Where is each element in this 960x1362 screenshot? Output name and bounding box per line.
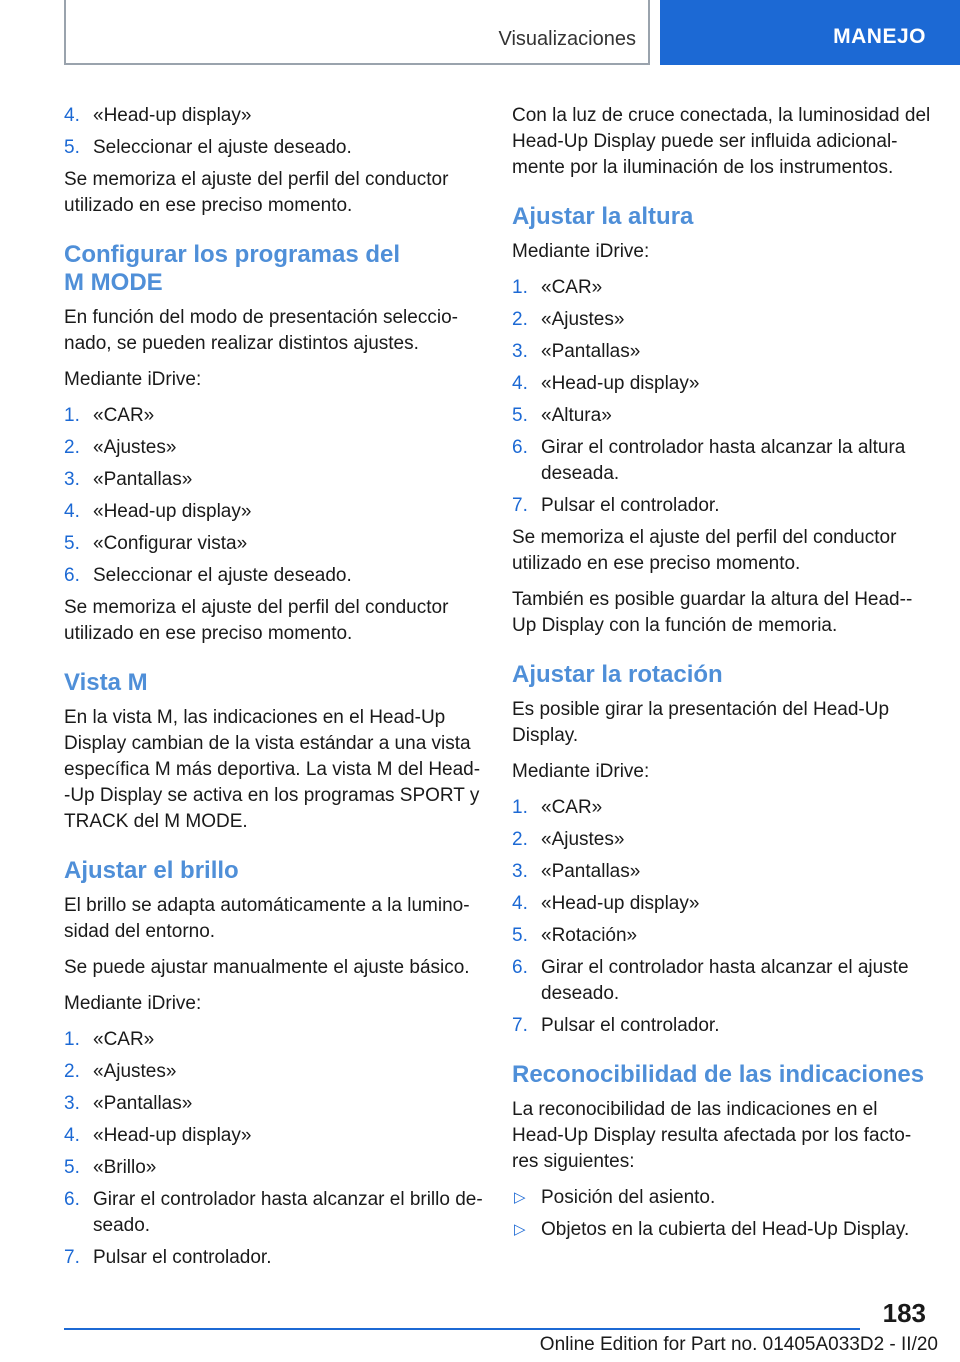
step-number: 3. [64,469,80,490]
step-text: «Brillo» [93,1157,157,1178]
header-chapter-tab[interactable] [660,0,960,65]
step-text: Girar el controlador hasta alcanzar el brillo de-seado. [93,1189,483,1236]
header-rule-left [64,0,66,64]
step-text: Girar el controlador hasta alcanzar el ajuste deseado. [541,957,909,1004]
step-number: 1. [64,405,80,426]
paragraph: En función del modo de presentación seleccio-nado, se pueden realizar distintos ajustes. [64,307,458,354]
step-number: 2. [64,437,80,458]
paragraph: En la vista M, las indicaciones en el Head-Up Display cambian de la vista estándar a una vista específica M más deportiva. La vista M del Head--Up Display se activa en los programas SPORT y TRACK del M MODE. [64,707,481,832]
step-number: 6. [512,957,528,978]
list-item [512,435,932,487]
list-item [64,467,484,493]
step-number: 2. [512,829,528,850]
list-item [512,403,932,429]
footer-edition: Online Edition for Part no. 01405A033D2 - II/20 [539,1334,938,1355]
step-text: Seleccionar el ajuste deseado. [93,137,352,158]
step-text: «CAR» [541,797,603,818]
step-text: «Ajustes» [541,829,625,850]
paragraph: Se memoriza el ajuste del perfil del conductor utilizado en ese preciso momento. [64,597,449,644]
list-item [64,499,484,525]
list-item [64,1155,484,1181]
step-number: 7. [512,1015,528,1036]
paragraph: Mediante iDrive: [64,369,202,390]
triangle-bullet-icon: ▷ [514,1221,526,1238]
header-section-title: Visualizaciones [498,28,636,50]
step-number: 5. [64,533,80,554]
step-number: 4. [512,373,528,394]
step-text: «Ajustes» [541,309,625,330]
step-text: Girar el controlador hasta alcanzar la altura deseada. [541,437,906,484]
step-number: 6. [64,565,80,586]
step-number: 5. [64,1157,80,1178]
list-item [512,1185,932,1211]
step-number: 5. [64,137,80,158]
step-number: 1. [64,1029,80,1050]
step-text: «Pantallas» [541,861,641,882]
step-number: 6. [512,437,528,458]
brillo-steps-list [64,1027,484,1271]
step-number: 6. [64,1189,80,1210]
header-rule-right [648,0,650,64]
step-text: «CAR» [93,1029,155,1050]
step-number: 5. [512,405,528,426]
list-item [64,403,484,429]
step-text: «Ajustes» [93,437,177,458]
step-number: 2. [512,309,528,330]
header-rule-bottom [64,63,650,65]
list-item [64,563,484,589]
step-number: 4. [64,501,80,522]
heading-programs-line1: Configurar los programas del [64,241,401,268]
page-number: 183 [882,1298,926,1328]
step-text: «Configurar vista» [93,533,248,554]
list-item [512,955,932,1007]
step-number: 7. [64,1247,80,1268]
paragraph: El brillo se adapta automáticamente a la lumino-sidad del entorno. [64,895,470,942]
step-text: «Head-up display» [541,893,700,914]
paragraph: Con la luz de cruce conectada, la luminosidad del Head-Up Display puede ser influida adicional-mente por la iluminación de los instrumentos. [512,105,931,178]
list-item [512,891,932,917]
step-number: 1. [512,797,528,818]
step-text: «Pantallas» [93,1093,193,1114]
step-number: 7. [512,495,528,516]
list-item [512,1217,932,1243]
right-column [512,103,932,1249]
list-item [64,1027,484,1053]
triangle-bullet-icon: ▷ [514,1189,526,1206]
heading-brillo: Ajustar el brillo [64,857,239,884]
step-number: 4. [512,893,528,914]
step-text: «Pantallas» [541,341,641,362]
list-item [64,1123,484,1149]
list-item [512,493,932,519]
heading-programs-line2: M MODE [64,269,163,296]
step-text: Pulsar el controlador. [541,1015,720,1036]
step-text: «Head-up display» [541,373,700,394]
heading-vista-m: Vista M [64,669,148,696]
steps-list-continued [64,103,484,161]
paragraph: Mediante iDrive: [64,993,202,1014]
list-item [512,923,932,949]
list-item [512,275,932,301]
heading-altura: Ajustar la altura [512,203,694,230]
altura-steps-list [512,275,932,519]
list-item [64,1187,484,1239]
bullet-list [512,1185,932,1243]
step-text: «Rotación» [541,925,638,946]
list-item [512,307,932,333]
step-number: 3. [512,341,528,362]
list-item [64,435,484,461]
paragraph: La reconocibilidad de las indicaciones en el Head-Up Display resulta afectada por los facto-res siguientes: [512,1099,912,1172]
list-item [512,1013,932,1039]
list-item [64,1245,484,1271]
step-number: 3. [64,1093,80,1114]
step-text: «Head-up display» [93,1125,252,1146]
list-item [512,339,932,365]
paragraph: Se memoriza el ajuste del perfil del conductor utilizado en ese preciso momento. [512,527,897,574]
step-text: «Ajustes» [93,1061,177,1082]
step-number: 2. [64,1061,80,1082]
paragraph: También es posible guardar la altura del Head--Up Display con la función de memoria. [512,589,913,636]
step-text: «Pantallas» [93,469,193,490]
list-item [512,827,932,853]
list-item [512,371,932,397]
step-text: Seleccionar el ajuste deseado. [93,565,352,586]
heading-rotacion: Ajustar la rotación [512,661,723,688]
list-item [64,103,484,129]
list-item [64,135,484,161]
paragraph: Es posible girar la presentación del Head-Up Display. [512,699,890,746]
programs-steps-list [64,403,484,589]
step-text: «CAR» [93,405,155,426]
paragraph: Mediante iDrive: [512,241,650,262]
step-text: Pulsar el controlador. [541,495,720,516]
step-number: 3. [512,861,528,882]
paragraph: Se memoriza el ajuste del perfil del conductor utilizado en ese preciso momento. [64,169,449,216]
list-item [64,1059,484,1085]
step-number: 4. [64,1125,80,1146]
step-text: «CAR» [541,277,603,298]
step-text: «Altura» [541,405,612,426]
step-text: «Head-up display» [93,501,252,522]
footer-rule [64,1328,860,1330]
step-number: 5. [512,925,528,946]
heading-programs [64,241,484,297]
step-number: 1. [512,277,528,298]
header-chapter-label: MANEJO [833,24,926,48]
paragraph: Se puede ajustar manualmente el ajuste básico. [64,957,470,978]
list-item [64,1091,484,1117]
step-text: «Head-up display» [93,105,252,126]
bullet-text: Objetos en la cubierta del Head-Up Display. [541,1219,910,1240]
heading-reconocibilidad: Reconocibilidad de las indicaciones [512,1061,925,1088]
list-item [64,531,484,557]
left-column [64,103,484,1277]
bullet-text: Posición del asiento. [541,1187,716,1208]
rotacion-steps-list [512,795,932,1039]
step-number: 4. [64,105,80,126]
list-item [512,795,932,821]
step-text: Pulsar el controlador. [93,1247,272,1268]
paragraph: Mediante iDrive: [512,761,650,782]
list-item [512,859,932,885]
